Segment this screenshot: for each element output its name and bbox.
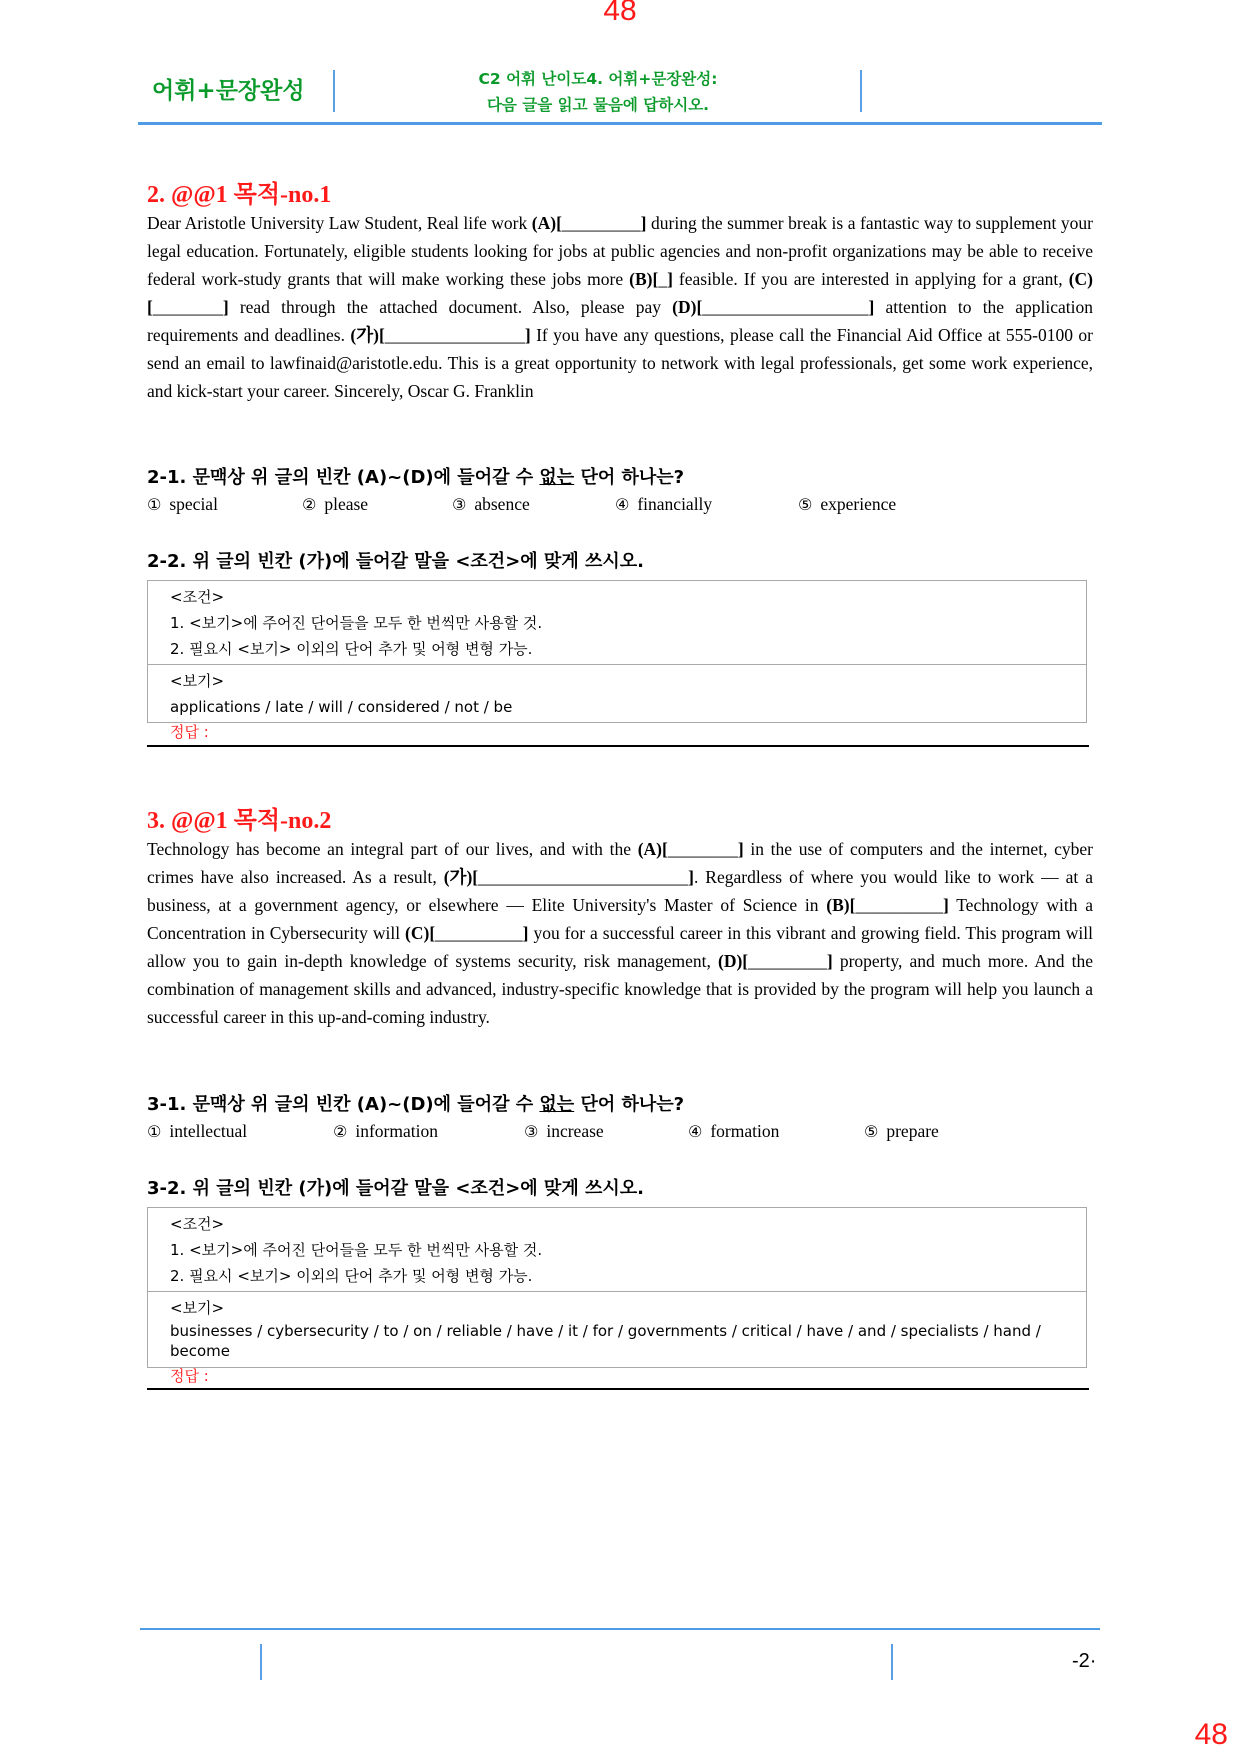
condition-box [147,580,1087,723]
question-2-1 [147,463,684,489]
options-2-1 [147,494,896,515]
bogi-section [148,1291,1086,1367]
answer-label: 정답 : [170,723,209,741]
passage-text: If you have any questions, please call the Financial Aid Office at 555-0100 or send an email to lawfinaid@aristotle.edu. This is a great opportunity to network with legal professionals, get some work experience, and kick-start your career. Sincerely, Oscar G. Franklin [147,325,1093,401]
passage [147,835,1093,1031]
blank-d: _________ [748,951,827,971]
header-divider-right [860,70,862,112]
condition-item: 2. 필요시 <보기> 이외의 단어 추가 및 어형 변형 가능. [170,640,533,658]
question-text: 단어 하나는? [574,467,685,488]
blank-b: _ [658,269,668,289]
blank-ga: ________________ [384,325,525,345]
question-2-2: 2-2. 위 글의 빈칸 (가)에 들어갈 말을 <조건>에 맞게 쓰시오. [147,551,644,572]
options-3-1 [147,1121,939,1142]
passage-text: property, and much more. And the combination of management skills and advanced, industry-specific knowledge that is provided by the program will help you launch a successful career in this up-and-coming industry. [147,951,1093,1027]
passage-text: Technology with a Concentration in Cybersecurity will [147,895,1093,943]
question-underlined: 없는 [539,1094,575,1115]
blank-close: ] [222,297,229,317]
blank-label-d: (D)[ [672,297,703,317]
blank-close: ] [868,297,875,317]
option[interactable]: ③ absence [452,494,530,514]
condition-section [148,581,1086,664]
option[interactable]: ⑤ experience [798,494,897,514]
passage-text: read through the attached document. Also, please pay [228,297,673,317]
footer-divider-left [260,1644,262,1680]
footer-page-label: -2· [1072,1650,1097,1672]
condition-item: 1. <보기>에 주어진 단어들을 모두 한 번씩만 사용할 것. [170,614,543,632]
blank-close: ] [942,895,949,915]
footer-rule [140,1628,1100,1630]
blank-label-ga: (가)[ [443,867,479,887]
answer-line[interactable] [147,1388,1089,1390]
header-subtitle [408,66,788,118]
condition-item: 1. <보기>에 주어진 단어들을 모두 한 번씩만 사용할 것. [170,1241,543,1259]
blank-close: ] [522,923,529,943]
passage-text: you for a successful career in this vibrant and growing field. This program will allow you to gain in-depth knowledge of systems security, risk management, [147,923,1093,971]
condition-item: 2. 필요시 <보기> 이외의 단어 추가 및 어형 변형 가능. [170,1267,533,1285]
answer-label: 정답 : [170,1367,209,1385]
option[interactable]: ② information [333,1121,438,1141]
option[interactable]: ③ increase [524,1121,604,1141]
blank-label-b: (B)[ [629,269,659,289]
bogi-words: businesses / cybersecurity / to / on / reliable / have / it / for / governments / critical / have / and / specialists / hand / become [170,1322,1041,1360]
blank-label-a: (A)[ [637,839,668,859]
footer-divider-right [891,1644,893,1680]
blank-label-b: (B)[ [826,895,856,915]
option[interactable]: ④ financially [615,494,713,514]
blank-close: ] [688,867,694,887]
blank-a: _________ [561,213,641,233]
header-divider-left [333,70,335,112]
passage [147,209,1093,405]
blank-label-a: (A)[ [531,213,562,233]
passage-text: . Regardless of where you would like to work — at a business, at a government agency, or elsewhere — Elite University's Master of Science in [147,867,1093,915]
blank-c: ________ [152,297,223,317]
option[interactable]: ① intellectual [147,1121,248,1141]
page-number-top: 48 [603,0,637,27]
blank-close: ] [524,325,531,345]
header-subtitle-line2: 다음 글을 읽고 물음에 답하시오. [486,96,710,114]
question-underlined: 없는 [539,467,575,488]
header-title: 어휘+문장완성 [152,78,305,104]
option[interactable]: ④ formation [688,1121,780,1141]
condition-title: <조건> [170,588,225,606]
blank-label-c: (C)[ [147,269,1093,317]
question-3-1 [147,1090,684,1116]
passage-text: in the use of computers and the internet, cyber crimes have also increased. As a result, [147,839,1093,887]
blank-close: ] [826,951,833,971]
question-text: 3-1. 문맥상 위 글의 빈칸 (A)~(D)에 들어갈 수 [147,1094,540,1115]
blank-close: ] [667,269,673,289]
section-title: 2. @@1 목적-no.1 [147,182,332,208]
blank-b: __________ [855,895,943,915]
question-text: 2-1. 문맥상 위 글의 빈칸 (A)~(D)에 들어갈 수 [147,467,540,488]
blank-c: __________ [435,923,523,943]
page-number-corner: 48 [1194,1718,1228,1751]
question-text: 단어 하나는? [574,1094,685,1115]
option[interactable]: ⑤ prepare [864,1121,939,1141]
condition-title: <조건> [170,1215,225,1233]
section-title: 3. @@1 목적-no.2 [147,808,332,834]
blank-ga: ________________________ [478,867,689,887]
header-rule [138,122,1102,125]
blank-d: ___________________ [702,297,869,317]
question-3-2: 3-2. 위 글의 빈칸 (가)에 들어갈 말을 <조건>에 맞게 쓰시오. [147,1178,644,1199]
bogi-title: <보기> [170,672,225,690]
blank-close: ] [737,839,744,859]
passage-text: attention to the application requirements and deadlines. [147,297,1093,345]
blank-label-c: (C)[ [405,923,436,943]
passage-text: Technology has become an integral part of our lives, and with the [147,839,638,859]
condition-box [147,1207,1087,1368]
blank-label-ga: (가)[ [350,325,385,345]
bogi-words: applications / late / will / considered / not / be [170,698,513,716]
passage-text: during the summer break is a fantastic way to supplement your legal education. Fortunately, eligible students looking for jobs at public agencies and non-profit organizations may be able to receive federal work-study grants that will make working these jobs more [147,213,1093,289]
blank-close: ] [640,213,647,233]
blank-label-d: (D)[ [718,951,749,971]
passage-text: feasible. If you are interested in applying for a grant, [672,269,1069,289]
option[interactable]: ① special [147,494,218,514]
answer-line[interactable] [147,745,1089,747]
option[interactable]: ② please [302,494,369,514]
header-subtitle-line1: C2 어휘 난이도4. 어휘+문장완성: [478,70,718,88]
bogi-section [148,664,1086,722]
passage-text: Dear Aristotle University Law Student, Real life work [147,213,532,233]
blank-a: ________ [667,839,738,859]
condition-section [148,1208,1086,1291]
bogi-title: <보기> [170,1299,225,1317]
